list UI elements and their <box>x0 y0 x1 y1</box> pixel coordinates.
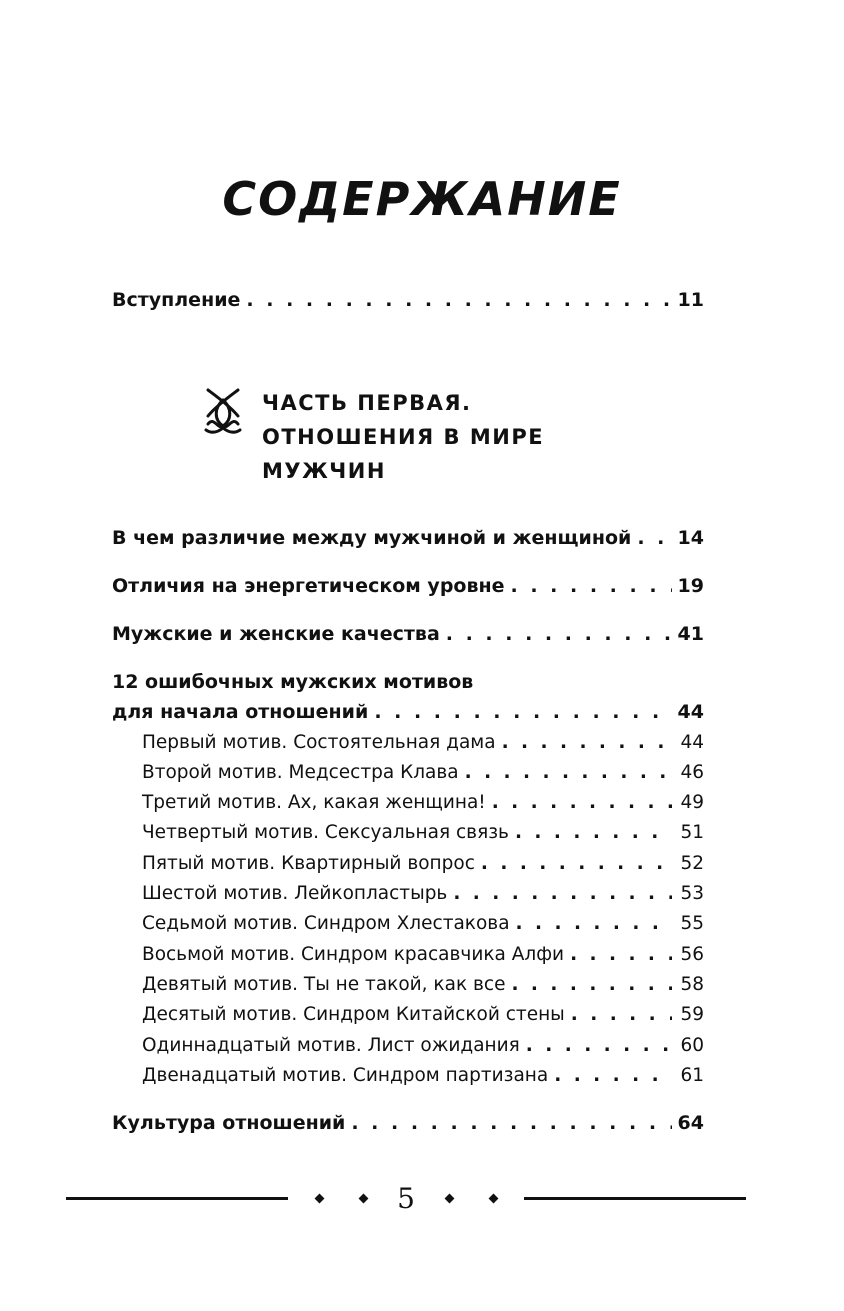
dot-leader <box>571 1004 672 1025</box>
toc-entry-page: 49 <box>680 792 704 813</box>
toc-entry-label: Шестой мотив. Лейкопластырь <box>142 883 448 904</box>
toc-entry-label: Третий мотив. Ах, какая женщина! <box>142 792 486 813</box>
toc-entry-page: 56 <box>680 944 704 965</box>
toc-subentry[interactable] <box>142 913 704 934</box>
toc-entry-page: 58 <box>680 974 704 995</box>
toc-entry-label: Одиннадцатый мотив. Лист ожидания <box>142 1035 520 1056</box>
toc-entry-page: 53 <box>680 883 704 904</box>
toc-entry-label: Двенадцатый мотив. Синдром партизана <box>142 1065 549 1086</box>
toc-subentry[interactable] <box>142 1004 704 1025</box>
toc-entry[interactable] <box>112 575 704 597</box>
toc-entry-label: Мужские и женские качества <box>112 623 440 645</box>
knot-ornament-icon <box>204 386 242 436</box>
dot-leader <box>481 853 672 874</box>
part-title-line-3: МУЖЧИН <box>262 459 386 483</box>
toc-entry[interactable] <box>112 1112 704 1134</box>
toc-entry-page: 55 <box>680 913 704 934</box>
toc-subentry[interactable] <box>142 883 704 904</box>
dot-leader <box>554 1065 672 1086</box>
toc-entry-label-line-1[interactable]: 12 ошибочных мужских мотивов <box>112 671 474 693</box>
toc-subentry[interactable] <box>142 822 704 843</box>
toc-entry-page: 64 <box>677 1112 704 1134</box>
toc-entry-label: Второй мотив. Медсестра Клава <box>142 762 459 783</box>
toc-subentry[interactable] <box>142 792 704 813</box>
toc-entry-label: Восьмой мотив. Синдром красавчика Алфи <box>142 944 565 965</box>
toc-entry-page: 14 <box>677 527 704 549</box>
dot-leader <box>492 792 672 813</box>
toc-entry-label: В чем различие между мужчиной и женщиной <box>112 527 632 549</box>
dot-leader <box>453 883 672 904</box>
footer-rule-right <box>524 1197 746 1200</box>
dot-leader <box>516 913 672 934</box>
toc-subentry[interactable] <box>142 732 704 753</box>
toc-entry-page: 61 <box>680 1065 704 1086</box>
toc-entry-page: 41 <box>677 623 704 645</box>
toc-entry-page: 51 <box>680 822 704 843</box>
page-title: СОДЕРЖАНИЕ <box>222 172 622 226</box>
dot-leader <box>351 1112 671 1134</box>
toc-subentry[interactable] <box>142 974 704 995</box>
dot-leader <box>465 762 672 783</box>
toc-entry-intro[interactable] <box>112 289 704 311</box>
toc-entry-label: Пятый мотив. Квартирный вопрос <box>142 853 475 874</box>
part-heading <box>204 386 544 488</box>
dot-leader <box>511 974 672 995</box>
toc-entry-label: Девятый мотив. Ты не такой, как все <box>142 974 506 995</box>
toc-entry-label: Вступление <box>112 289 241 311</box>
dot-leader <box>637 527 671 549</box>
toc-entry-page: 60 <box>680 1035 704 1056</box>
toc-entry-label: Четвертый мотив. Сексуальная связь <box>142 822 509 843</box>
toc-subentry[interactable] <box>142 853 704 874</box>
dot-leader <box>374 701 671 723</box>
part-title-line-1: ЧАСТЬ ПЕРВАЯ. <box>262 391 472 415</box>
toc-entry-page: 44 <box>677 701 704 723</box>
toc-subentry[interactable] <box>142 1035 704 1056</box>
toc-entry[interactable] <box>112 623 704 645</box>
dot-leader <box>446 623 672 645</box>
toc-entry-label: Седьмой мотив. Синдром Хлестакова <box>142 913 510 934</box>
toc-entry-label: для начала отношений <box>112 701 369 723</box>
part-title-line-2: ОТНОШЕНИЯ В МИРЕ <box>262 425 545 449</box>
toc-entry-page: 19 <box>677 575 704 597</box>
toc-entry-page: 11 <box>677 289 704 311</box>
toc-entry-label: Культура отношений <box>112 1112 346 1134</box>
dot-leader <box>526 1035 672 1056</box>
dot-leader <box>570 944 672 965</box>
toc-entry-motives[interactable] <box>112 701 704 723</box>
toc-entry[interactable] <box>112 527 704 549</box>
dot-leader <box>511 575 672 597</box>
dot-leader <box>502 732 672 753</box>
toc-entry-page: 46 <box>680 762 704 783</box>
dot-leader <box>515 822 672 843</box>
toc-entry-page: 59 <box>680 1004 704 1025</box>
toc-entry-page: 52 <box>680 853 704 874</box>
toc-subentry[interactable] <box>142 944 704 965</box>
toc-entry-label: Первый мотив. Состоятельная дама <box>142 732 496 753</box>
toc-subentry[interactable] <box>142 1065 704 1086</box>
dot-leader <box>246 289 671 311</box>
page-number: 5 <box>397 1182 415 1215</box>
page-footer <box>66 1180 746 1220</box>
toc-subentry[interactable] <box>142 762 704 783</box>
toc-entry-label: Отличия на энергетическом уровне <box>112 575 505 597</box>
toc-entry-label: Десятый мотив. Синдром Китайской стены <box>142 1004 565 1025</box>
toc-entry-page: 44 <box>680 732 704 753</box>
